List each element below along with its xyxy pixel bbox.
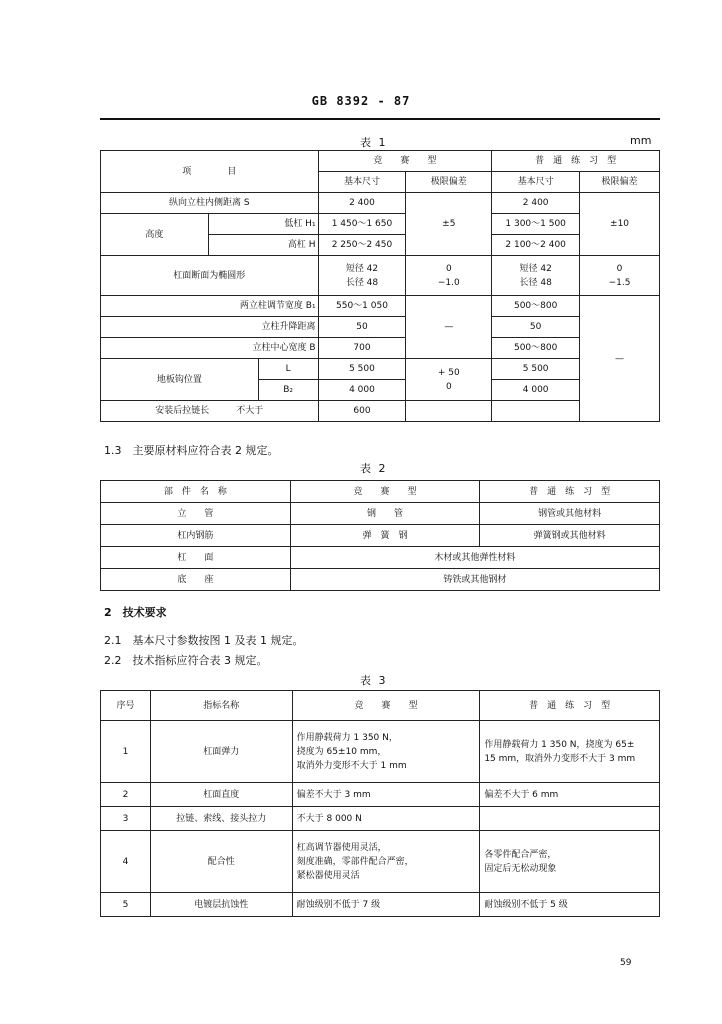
t1-cell: 短径 42 长径 48 — [318, 256, 406, 296]
t1-row-label: L — [258, 359, 318, 380]
page-number: 59 — [620, 958, 632, 968]
t1-cell: 550～1 050 — [318, 296, 406, 317]
t1-cell: + 50 0 — [406, 359, 492, 401]
t1-cell: ±10 — [580, 193, 660, 256]
table-row: 杠内钢筋 弹 簧 钢 弹簧钢或其他材料 — [101, 525, 660, 547]
table2 — [100, 480, 660, 591]
table3-caption: 表 3 — [360, 674, 388, 687]
t1-cell — [406, 401, 492, 422]
t1-cell: 500～800 — [492, 338, 580, 359]
t1-cell: 5 500 — [492, 359, 580, 380]
table-row: 5 电镀层抗蚀性 耐蚀级别不低于 7 级 耐蚀级别不低于 5 级 — [101, 893, 660, 917]
t1-row-label: B₂ — [258, 380, 318, 401]
t3-header-comp: 竞 赛 型 — [292, 691, 480, 721]
table-row: 立 管 钢 管 钢管或其他材料 — [101, 503, 660, 525]
paragraph-1-3: 1.3 主要原材料应符合表 2 规定。 — [104, 444, 279, 457]
table3 — [100, 690, 660, 917]
t3-header-no: 序号 — [101, 691, 151, 721]
t1-row-label: 立柱中心宽度 B — [101, 338, 319, 359]
t1-cell: 2 400 — [318, 193, 406, 214]
t1-cell: 4 000 — [318, 380, 406, 401]
t1-cell: 短径 42 长径 48 — [492, 256, 580, 296]
table-row: 3 拉链、索线、接头拉力 不大于 8 000 N — [101, 807, 660, 831]
t1-header-tol-c: 极限偏差 — [406, 172, 492, 193]
table-row: 底 座 铸铁或其他钢材 — [101, 569, 660, 591]
t1-cell: 50 — [492, 317, 580, 338]
t3-header-name: 指标名称 — [150, 691, 292, 721]
t1-cell: 4 000 — [492, 380, 580, 401]
t1-row-label: 地板钩位置 — [101, 359, 259, 401]
t1-row-label: 安装后拉链长 不大于 — [101, 401, 319, 422]
t1-cell: 2 250～2 450 — [318, 235, 406, 256]
t1-header-training: 普 通 练 习 型 — [492, 151, 660, 172]
table2-caption: 表 2 — [360, 462, 388, 475]
paragraph-2-2: 2.2 技术指标应符合表 3 规定。 — [104, 654, 268, 667]
t1-cell — [492, 401, 580, 422]
standard-number-header: GB 8392 - 87 — [311, 94, 411, 108]
t1-cell: 5 500 — [318, 359, 406, 380]
t1-cell: 1 450～1 650 — [318, 214, 406, 235]
t1-cell: — — [580, 296, 660, 422]
t3-header-train: 普 通 练 习 型 — [480, 691, 660, 721]
t1-cell: 1 300～1 500 — [492, 214, 580, 235]
table1-unit: mm — [630, 134, 652, 147]
t1-row-label: 高度 — [101, 214, 209, 256]
t2-header-train: 普 通 练 习 型 — [480, 481, 660, 503]
table1 — [100, 150, 660, 422]
t1-row-label: 立柱升降距离 — [101, 317, 319, 338]
table-row: 4 配合性 杠高调节器使用灵活， 刻度准确，零部件配合严密， 紧松器使用灵活 各零件配合严密， 固定后无松动现象 — [101, 831, 660, 893]
t1-cell: 600 — [318, 401, 406, 422]
table-row: 2 杠面直度 偏差不大于 3 mm 偏差不大于 6 mm — [101, 783, 660, 807]
t1-cell: 500～800 — [492, 296, 580, 317]
table1-caption: 表 1 — [360, 136, 388, 149]
t1-cell: 2 100～2 400 — [492, 235, 580, 256]
paragraph-2-1: 2.1 基本尺寸参数按图 1 及表 1 规定。 — [104, 634, 304, 647]
t1-cell: 50 — [318, 317, 406, 338]
t1-row-label: 低杠 H₁ — [208, 214, 318, 235]
t2-header-comp: 竞 赛 型 — [290, 481, 480, 503]
t1-cell: 0 −1.0 — [406, 256, 492, 296]
table-row: 杠 面 木材或其他弹性材料 — [101, 547, 660, 569]
t1-cell: ±5 — [406, 193, 492, 256]
t1-cell: 2 400 — [492, 193, 580, 214]
t2-header-name: 部 件 名 称 — [101, 481, 291, 503]
t1-header-basic-c: 基本尺寸 — [318, 172, 406, 193]
t1-cell: — — [406, 296, 492, 359]
t1-header-item: 项 目 — [101, 151, 319, 193]
t1-header-tol-t: 极限偏差 — [580, 172, 660, 193]
t1-row-label: 两立柱调节宽度 B₁ — [101, 296, 319, 317]
t1-header-basic-t: 基本尺寸 — [492, 172, 580, 193]
t1-row-label: 高杠 H — [208, 235, 318, 256]
header-rule — [100, 118, 660, 120]
table-row: 1 杠面弹力 作用静载荷力 1 350 N， 挠度为 65±10 mm， 取消外力变形不大于 1 mm 作用静载荷力 1 350 N，挠度为 65± 15 mm，取消外力变形不大于 3 mm — [101, 721, 660, 783]
section-2-title: 2 技术要求 — [104, 606, 167, 619]
t1-cell: 700 — [318, 338, 406, 359]
t1-header-competition: 竞 赛 型 — [318, 151, 492, 172]
t1-cell: 0 −1.5 — [580, 256, 660, 296]
t1-row-label: 杠面断面为椭圆形 — [101, 256, 319, 296]
t1-row-label: 纵向立柱内侧距离 S — [101, 193, 319, 214]
